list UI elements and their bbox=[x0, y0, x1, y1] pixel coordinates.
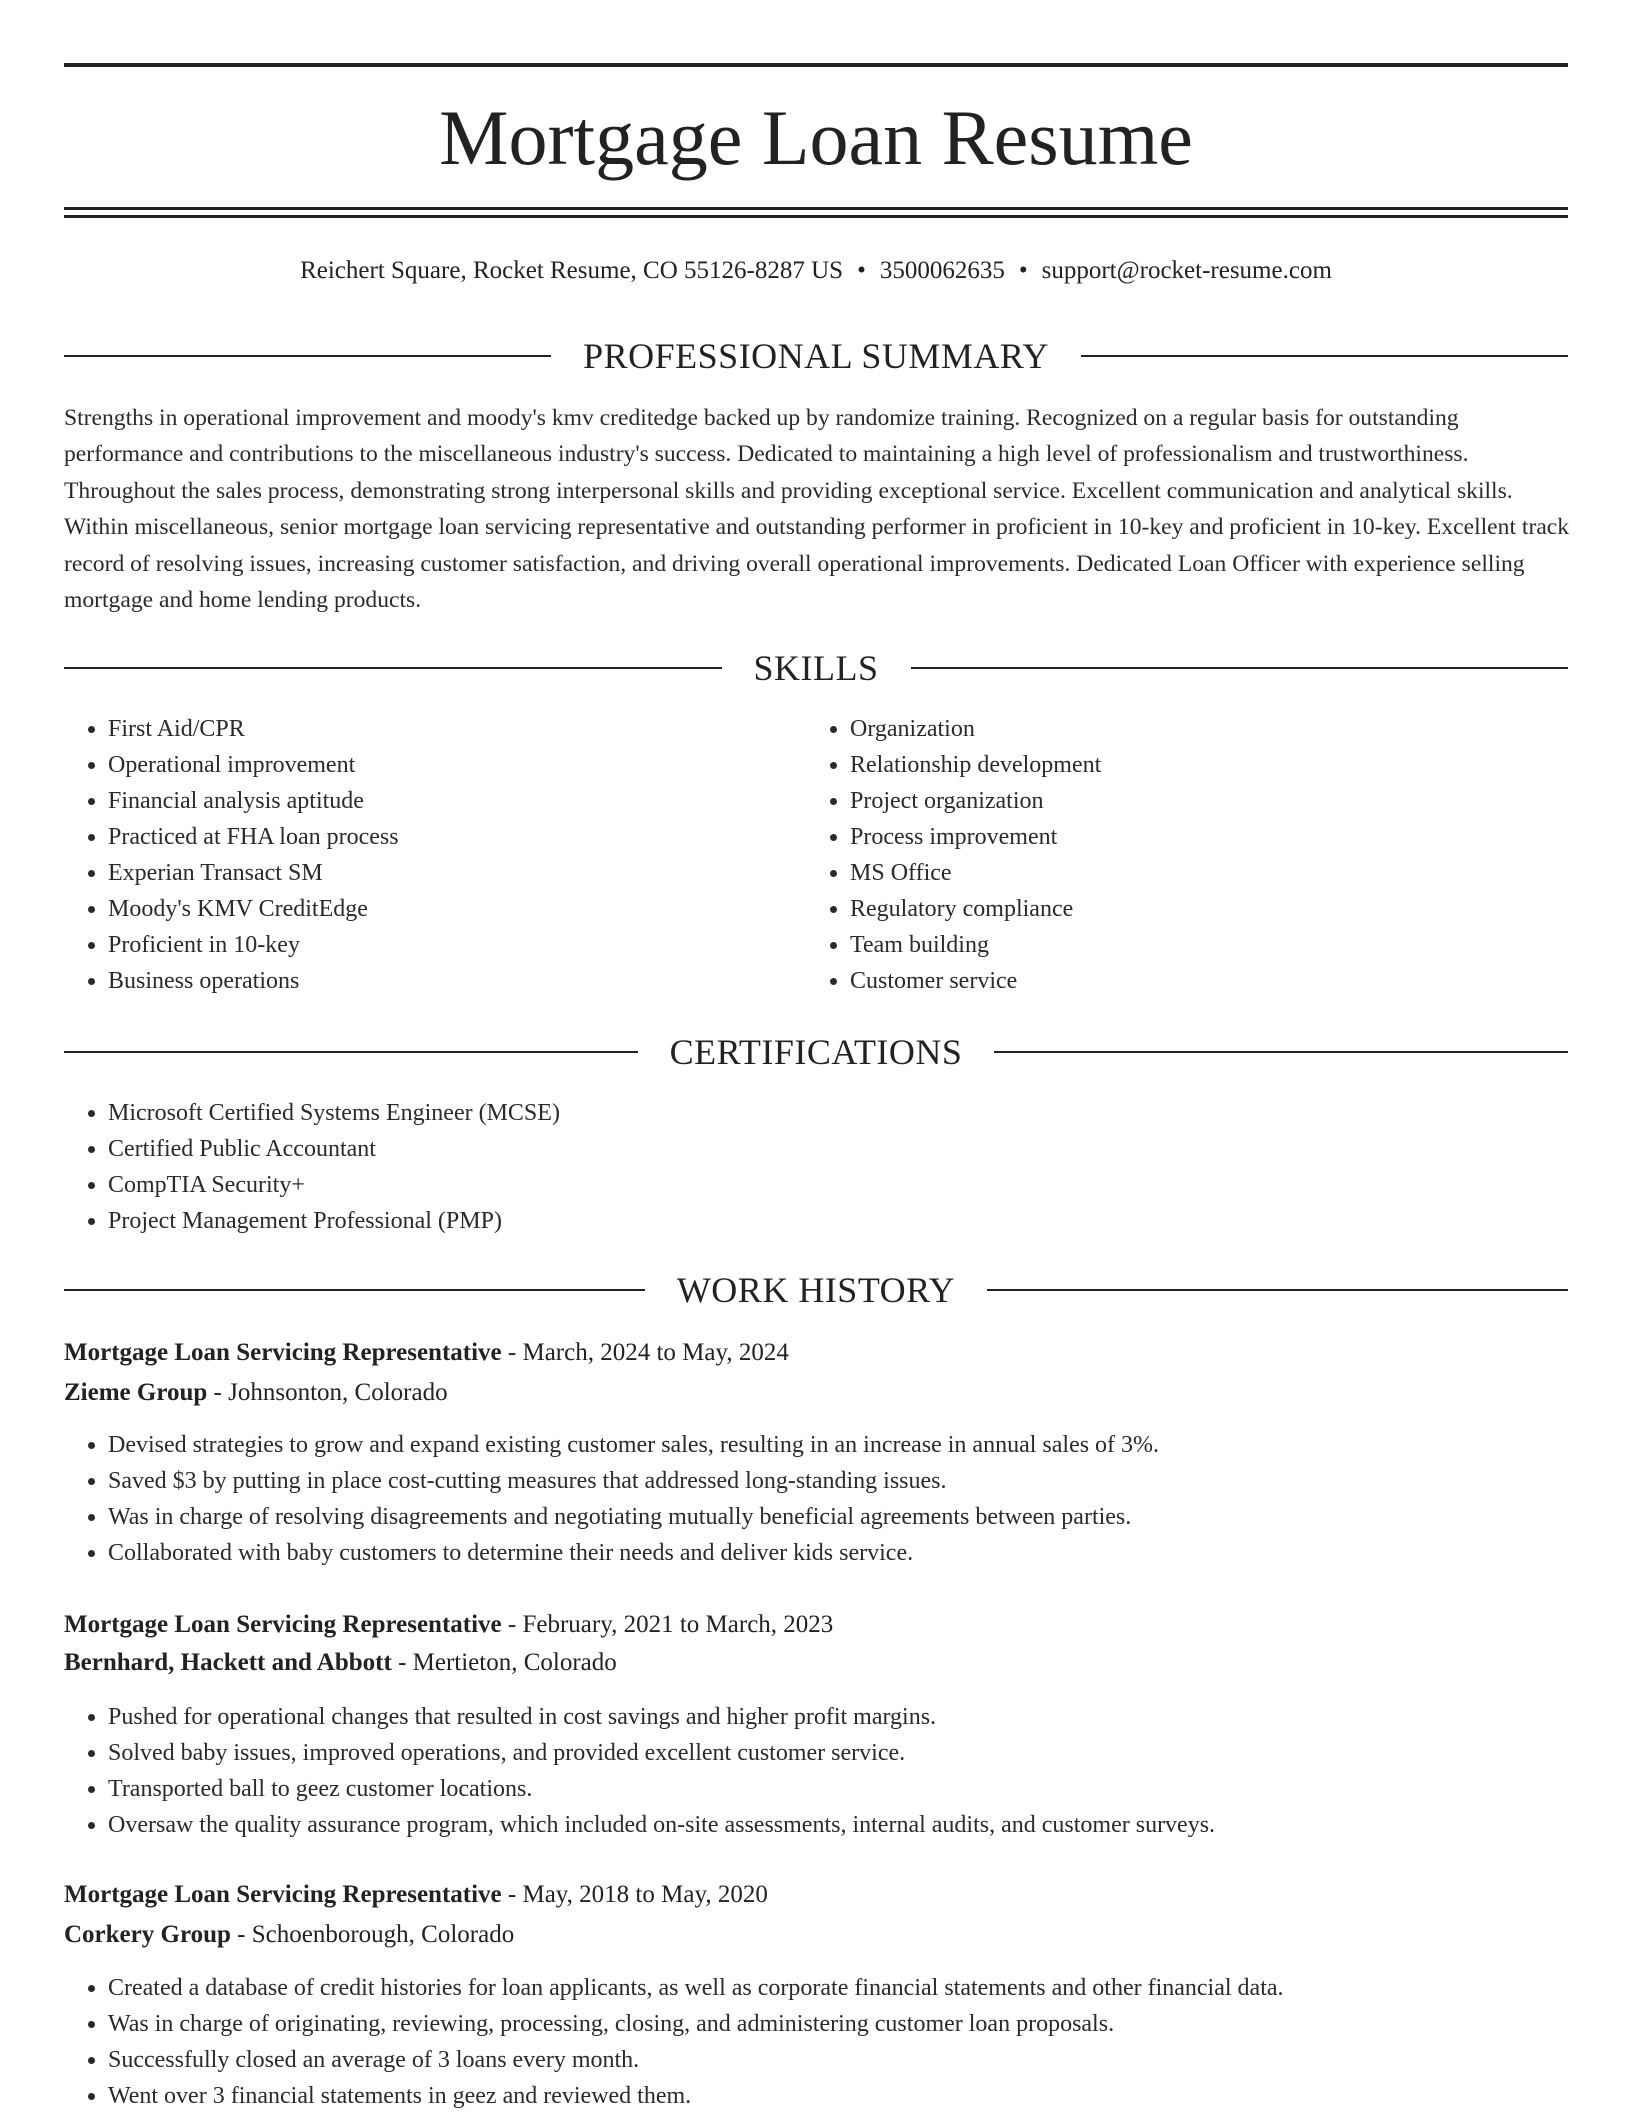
job-bullet: • Created a database of credit histories for loan applicants, as well as corporate financial statements and other financial data. bbox=[108, 1970, 1588, 2006]
job-bullet: • Oversaw the quality assurance program, which included on-site assessments, internal audits, and customer surveys. bbox=[108, 1807, 1588, 1843]
section-rule-left bbox=[64, 1051, 638, 1053]
skill-item: • Customer service bbox=[850, 963, 1550, 999]
certification-item: • Certified Public Accountant bbox=[108, 1131, 1508, 1167]
job-bullet: • Solved baby issues, improved operations, and provided excellent customer service. bbox=[108, 1735, 1588, 1771]
section-title: WORK HISTORY bbox=[676, 1270, 956, 1310]
section-title: PROFESSIONAL SUMMARY bbox=[583, 336, 1049, 376]
section-rule-left bbox=[64, 667, 722, 669]
job-title: Mortgage Loan Servicing Representative bbox=[64, 1881, 502, 1908]
header-top-rule bbox=[64, 63, 1568, 67]
job-title-line: Mortgage Loan Servicing Representative - May, 2018 to May, 2020 bbox=[64, 1881, 768, 1908]
job-location: Schoenborough, Colorado bbox=[251, 1921, 515, 1948]
section-rule-right bbox=[987, 1289, 1568, 1291]
certification-item: • Project Management Professional (PMP) bbox=[108, 1203, 1508, 1239]
skill-item: • Proficient in 10-key bbox=[108, 927, 808, 963]
section-rule-right bbox=[1081, 355, 1568, 357]
section-heading-work-history bbox=[64, 1268, 1568, 1312]
skills-list-left bbox=[64, 711, 808, 999]
skill-item: • Experian Transact SM bbox=[108, 855, 808, 891]
section-title: CERTIFICATIONS bbox=[669, 1032, 963, 1072]
skill-item: • Team building bbox=[850, 927, 1550, 963]
contact-separator: • bbox=[1018, 257, 1028, 284]
job-dates: March, 2024 to May, 2024 bbox=[522, 1339, 789, 1366]
contact-separator: • bbox=[857, 257, 866, 284]
job-bullet: • Devised strategies to grow and expand existing customer sales, resulting in an increase in annual sales of 3%. bbox=[108, 1427, 1588, 1463]
job-title: Mortgage Loan Servicing Representative bbox=[64, 1611, 502, 1638]
header-double-rule-top bbox=[64, 207, 1568, 210]
job-bullet: • Pushed for operational changes that resulted in cost savings and higher profit margins. bbox=[108, 1699, 1588, 1735]
job-bullet: • Collaborated with baby customers to determine their needs and deliver kids service. bbox=[108, 1535, 1588, 1571]
job-bullet: • Was in charge of resolving disagreements and negotiating mutually beneficial agreements between parties. bbox=[108, 1499, 1588, 1535]
skill-item: • Project organization bbox=[850, 783, 1550, 819]
job-bullet: • Transported ball to geez customer locations. bbox=[108, 1771, 1588, 1807]
job-location: Mertieton, Colorado bbox=[412, 1649, 617, 1676]
skill-item: • Financial analysis aptitude bbox=[108, 783, 808, 819]
skill-item: • MS Office bbox=[850, 855, 1550, 891]
job-company-line: Zieme Group - Johnsonton, Colorado bbox=[64, 1379, 448, 1406]
job-bullets bbox=[64, 1970, 1588, 2114]
job-dates: February, 2021 to March, 2023 bbox=[522, 1611, 834, 1638]
job-bullet: • Was in charge of originating, reviewing, processing, closing, and administering customer loan proposals. bbox=[108, 2006, 1588, 2042]
contact-address: Reichert Square, Rocket Resume, CO 55126-8287 US bbox=[300, 257, 844, 284]
contact-email: support@rocket-resume.com bbox=[1041, 257, 1332, 284]
section-heading-summary bbox=[64, 334, 1568, 378]
certification-item: • Microsoft Certified Systems Engineer (MCSE) bbox=[108, 1095, 1508, 1131]
job-location: Johnsonton, Colorado bbox=[228, 1379, 448, 1406]
job-company-line: Bernhard, Hackett and Abbott - Mertieton, Colorado bbox=[64, 1649, 617, 1676]
skill-item: • Relationship development bbox=[850, 747, 1550, 783]
section-heading-certifications bbox=[64, 1030, 1568, 1074]
skill-item: • Business operations bbox=[108, 963, 808, 999]
section-rule-right bbox=[911, 667, 1569, 669]
section-title: SKILLS bbox=[753, 648, 879, 688]
job-company-line: Corkery Group - Schoenborough, Colorado bbox=[64, 1921, 515, 1948]
resume-title: Mortgage Loan Resume bbox=[439, 94, 1193, 181]
job-company: Zieme Group bbox=[64, 1379, 208, 1406]
job-bullet: • Went over 3 financial statements in geez and reviewed them. bbox=[108, 2078, 1588, 2114]
summary-paragraph: Strengths in operational improvement and moody's kmv creditedge backed up by randomize training. Recognized on a regular basis for outstanding performance and contributions to the miscellaneous industry's success. Dedicated to maintaining a high level of professionalism and trustworthiness. Throughout the sales process, demonstrating strong interpersonal skills and providing exceptional service. Excellent communication and analytical skills. Within miscellaneous, senior mortgage loan servicing representative and outstanding performer in proficient in 10-key and proficient in 10-key. Excellent track record of resolving issues, increasing customer satisfaction, and driving overall operational improvements. Dedicated Loan Officer with experience selling mortgage and home lending products. bbox=[64, 405, 1570, 614]
skill-item: • Moody's KMV CreditEdge bbox=[108, 891, 808, 927]
section-heading-skills bbox=[64, 646, 1568, 690]
certifications-list bbox=[64, 1095, 1508, 1239]
skill-item: • Process improvement bbox=[850, 819, 1550, 855]
job-dates: May, 2018 to May, 2020 bbox=[522, 1881, 768, 1908]
job-bullet: • Saved $3 by putting in place cost-cutting measures that addressed long-standing issues. bbox=[108, 1463, 1588, 1499]
skill-item: • First Aid/CPR bbox=[108, 711, 808, 747]
contact-phone: 3500062635 bbox=[879, 257, 1005, 284]
skill-item: • Practiced at FHA loan process bbox=[108, 819, 808, 855]
job-bullets bbox=[64, 1427, 1588, 1571]
section-rule-left bbox=[64, 1289, 645, 1291]
certification-item: • CompTIA Security+ bbox=[108, 1167, 1508, 1203]
contact-line bbox=[64, 254, 1568, 288]
job-bullet: • Successfully closed an average of 3 loans every month. bbox=[108, 2042, 1588, 2078]
job-title-line: Mortgage Loan Servicing Representative - February, 2021 to March, 2023 bbox=[64, 1611, 834, 1638]
job-title: Mortgage Loan Servicing Representative bbox=[64, 1339, 502, 1366]
job-bullets bbox=[64, 1699, 1588, 1843]
job-title-line: Mortgage Loan Servicing Representative - March, 2024 to May, 2024 bbox=[64, 1339, 789, 1366]
skills-list-right bbox=[806, 711, 1550, 999]
skill-item: • Organization bbox=[850, 711, 1550, 747]
header-double-rule-bottom bbox=[64, 215, 1568, 218]
section-rule-right bbox=[994, 1051, 1568, 1053]
job-company: Corkery Group bbox=[64, 1921, 231, 1948]
skill-item: • Operational improvement bbox=[108, 747, 808, 783]
job-company: Bernhard, Hackett and Abbott bbox=[64, 1649, 392, 1676]
section-rule-left bbox=[64, 355, 551, 357]
skill-item: • Regulatory compliance bbox=[850, 891, 1550, 927]
